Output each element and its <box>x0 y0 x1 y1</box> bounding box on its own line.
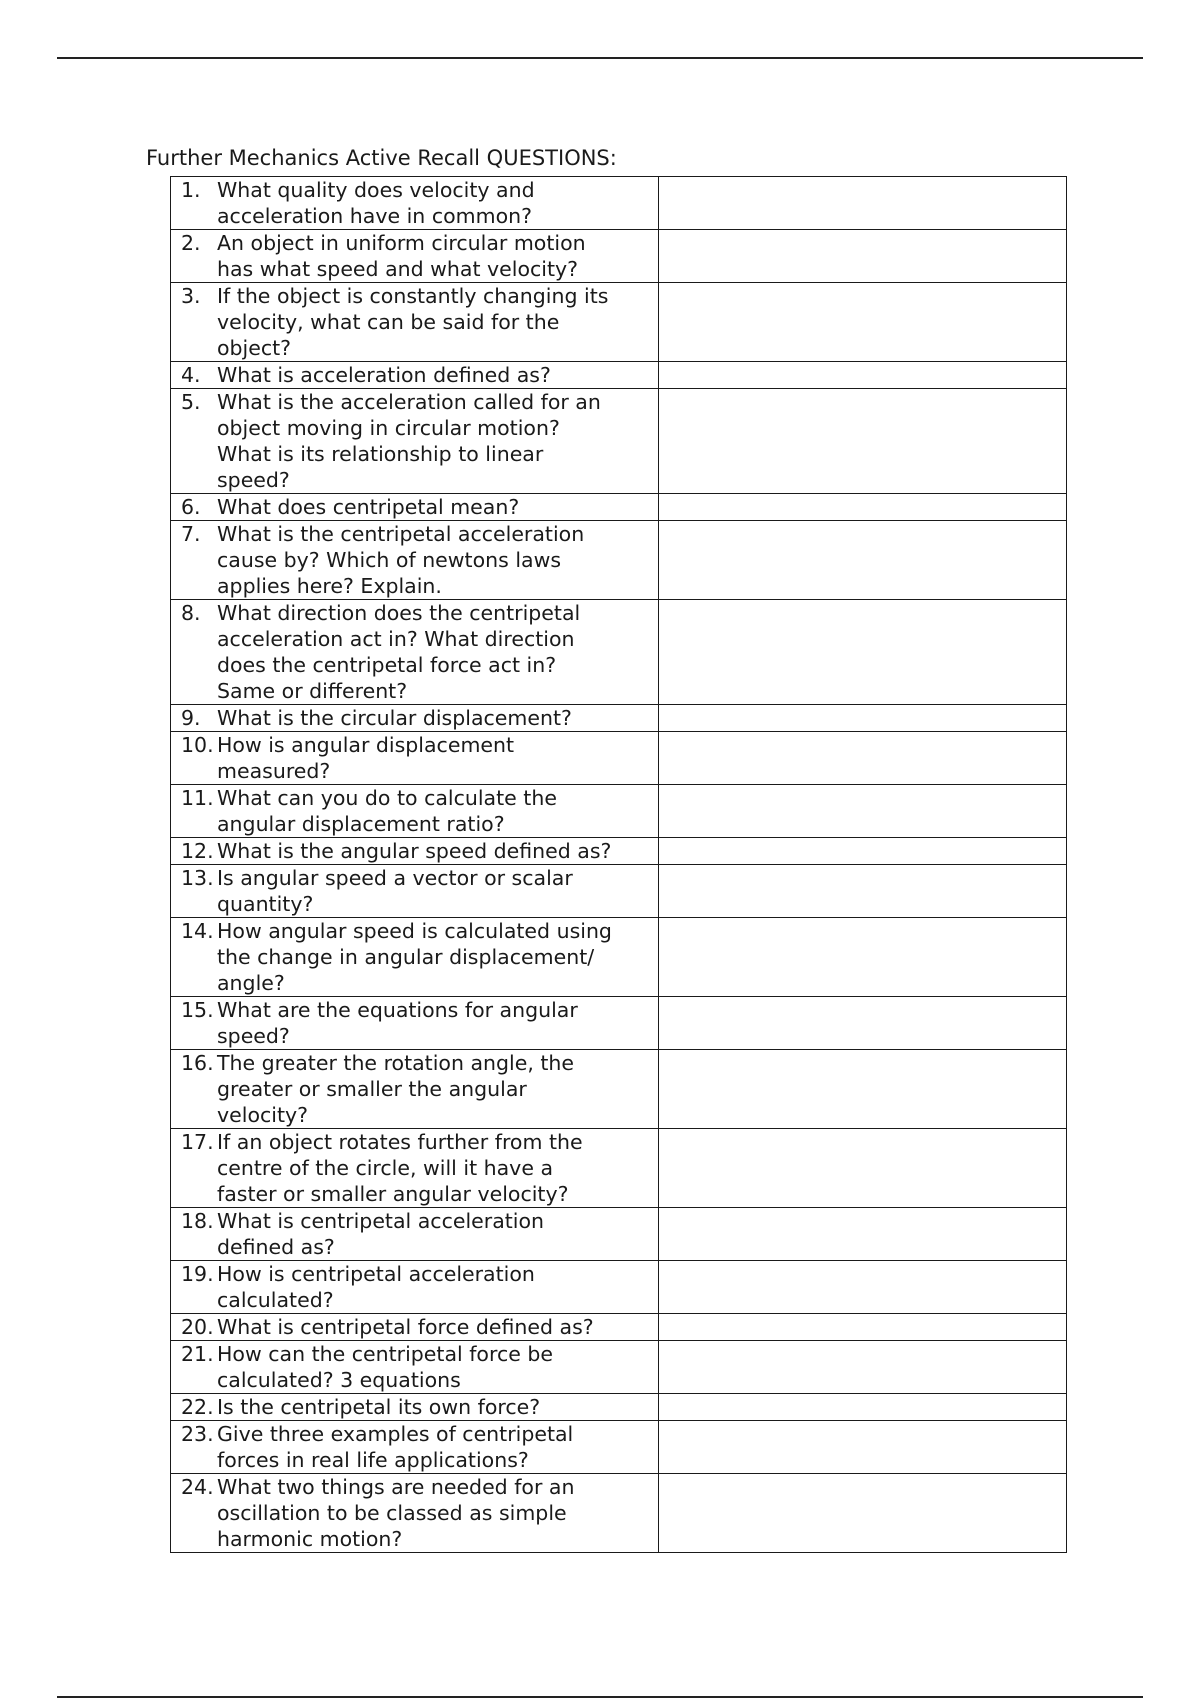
question-text-line: speed? <box>217 1024 290 1048</box>
question-cell <box>171 865 659 918</box>
question-text <box>217 918 658 996</box>
answer-cell[interactable] <box>659 1394 1067 1421</box>
question-number: 16. <box>181 1051 214 1075</box>
question-text-line: angle? <box>217 971 285 995</box>
question-text <box>217 389 658 493</box>
question-text-line: object moving in circular motion? <box>217 416 560 440</box>
question-text-line: How can the centripetal force be <box>217 1342 553 1366</box>
question-text-line: What is the centripetal acceleration <box>217 522 585 546</box>
question-text-line: What are the equations for angular <box>217 998 578 1022</box>
question-number: 22. <box>181 1395 214 1419</box>
question-text-line: An object in uniform circular motion <box>217 231 586 255</box>
question-cell <box>171 230 659 283</box>
header-rule <box>57 57 1143 59</box>
answer-cell[interactable] <box>659 918 1067 997</box>
answer-cell[interactable] <box>659 865 1067 918</box>
answer-cell[interactable] <box>659 283 1067 362</box>
question-number: 6. <box>181 495 201 519</box>
question-text-line: forces in real life applications? <box>217 1448 529 1472</box>
question-text <box>217 1341 658 1393</box>
question-text <box>217 1050 658 1128</box>
question-text <box>217 230 658 282</box>
question-number: 2. <box>181 231 201 255</box>
question-cell <box>171 1341 659 1394</box>
question-number: 3. <box>181 284 201 308</box>
table-row <box>171 732 1067 785</box>
question-text-line: What is its relationship to linear <box>217 442 544 466</box>
question-text <box>217 705 658 731</box>
table-row <box>171 1341 1067 1394</box>
table-row <box>171 1261 1067 1314</box>
question-text-line: What is the acceleration called for an <box>217 390 601 414</box>
question-text-line: oscillation to be classed as simple <box>217 1501 567 1525</box>
question-number: 12. <box>181 839 214 863</box>
question-text-line: Give three examples of centripetal <box>217 1422 574 1446</box>
answer-cell[interactable] <box>659 1261 1067 1314</box>
question-text <box>217 865 658 917</box>
questions-table-body <box>171 177 1067 1553</box>
question-text-line: does the centripetal force act in? <box>217 653 557 677</box>
question-text-line: quantity? <box>217 892 314 916</box>
question-text <box>217 600 658 704</box>
table-row <box>171 521 1067 600</box>
question-text-line: cause by? Which of newtons laws <box>217 548 562 572</box>
question-number: 9. <box>181 706 201 730</box>
question-cell <box>171 1474 659 1553</box>
question-text <box>217 1129 658 1207</box>
questions-table <box>170 176 1067 1553</box>
question-text-line: What is the circular displacement? <box>217 706 572 730</box>
table-row <box>171 177 1067 230</box>
question-text-line: What is centripetal acceleration <box>217 1209 545 1233</box>
answer-cell[interactable] <box>659 1474 1067 1553</box>
question-text <box>217 838 658 864</box>
question-number: 17. <box>181 1130 214 1154</box>
table-row <box>171 1421 1067 1474</box>
table-row <box>171 997 1067 1050</box>
question-text <box>217 494 658 520</box>
footer-rule <box>57 1696 1143 1698</box>
question-text-line: What can you do to calculate the <box>217 786 557 810</box>
question-text <box>217 1394 658 1420</box>
table-row <box>171 1050 1067 1129</box>
answer-cell[interactable] <box>659 230 1067 283</box>
question-text-line: angular displacement ratio? <box>217 812 505 836</box>
question-text-line: has what speed and what velocity? <box>217 257 579 281</box>
table-row <box>171 1314 1067 1341</box>
question-text <box>217 1421 658 1473</box>
answer-cell[interactable] <box>659 997 1067 1050</box>
answer-cell[interactable] <box>659 1421 1067 1474</box>
answer-cell[interactable] <box>659 705 1067 732</box>
answer-cell[interactable] <box>659 600 1067 705</box>
table-row <box>171 1208 1067 1261</box>
question-text-line: Is the centripetal its own force? <box>217 1395 541 1419</box>
answer-cell[interactable] <box>659 785 1067 838</box>
question-cell <box>171 1050 659 1129</box>
question-cell <box>171 521 659 600</box>
answer-cell[interactable] <box>659 389 1067 494</box>
answer-cell[interactable] <box>659 362 1067 389</box>
question-text-line: How angular speed is calculated using <box>217 919 612 943</box>
question-cell <box>171 1129 659 1208</box>
table-row <box>171 1474 1067 1553</box>
question-text-line: centre of the circle, will it have a <box>217 1156 554 1180</box>
question-cell <box>171 1421 659 1474</box>
question-number: 15. <box>181 998 214 1022</box>
answer-cell[interactable] <box>659 1314 1067 1341</box>
question-number: 23. <box>181 1422 214 1446</box>
answer-cell[interactable] <box>659 1341 1067 1394</box>
question-text <box>217 1474 658 1552</box>
answer-cell[interactable] <box>659 1050 1067 1129</box>
question-cell <box>171 732 659 785</box>
question-number: 21. <box>181 1342 214 1366</box>
question-number: 19. <box>181 1262 214 1286</box>
question-text-line: The greater the rotation angle, the <box>217 1051 575 1075</box>
question-cell <box>171 600 659 705</box>
table-row <box>171 1129 1067 1208</box>
question-text-line: faster or smaller angular velocity? <box>217 1182 569 1206</box>
question-number: 5. <box>181 390 201 414</box>
answer-cell[interactable] <box>659 177 1067 230</box>
question-text-line: If an object rotates further from the <box>217 1130 583 1154</box>
question-cell <box>171 705 659 732</box>
table-row <box>171 494 1067 521</box>
question-text <box>217 997 658 1049</box>
table-row <box>171 600 1067 705</box>
question-number: 24. <box>181 1475 214 1499</box>
question-cell <box>171 389 659 494</box>
question-number: 1. <box>181 178 201 202</box>
question-text-line: defined as? <box>217 1235 335 1259</box>
table-row <box>171 1394 1067 1421</box>
question-text-line: What is acceleration defined as? <box>217 363 551 387</box>
question-text <box>217 521 658 599</box>
answer-cell[interactable] <box>659 732 1067 785</box>
table-row <box>171 785 1067 838</box>
question-cell <box>171 997 659 1050</box>
table-row <box>171 362 1067 389</box>
question-cell <box>171 918 659 997</box>
question-text-line: If the object is constantly changing its <box>217 284 609 308</box>
question-text-line: calculated? <box>217 1288 334 1312</box>
question-text-line: the change in angular displacement/ <box>217 945 595 969</box>
question-text-line: acceleration have in common? <box>217 204 532 228</box>
table-row <box>171 865 1067 918</box>
question-number: 10. <box>181 733 214 757</box>
page-title: Further Mechanics Active Recall QUESTIONS: <box>146 146 617 170</box>
question-text-line: What two things are needed for an <box>217 1475 575 1499</box>
question-text-line: object? <box>217 336 292 360</box>
question-text <box>217 362 658 388</box>
question-cell <box>171 838 659 865</box>
question-text-line: How is centripetal acceleration <box>217 1262 535 1286</box>
question-number: 8. <box>181 601 201 625</box>
question-text-line: harmonic motion? <box>217 1527 403 1551</box>
question-text-line: greater or smaller the angular <box>217 1077 527 1101</box>
question-text <box>217 1208 658 1260</box>
question-text <box>217 785 658 837</box>
table-row <box>171 283 1067 362</box>
question-text <box>217 1314 658 1340</box>
question-text-line: What does centripetal mean? <box>217 495 520 519</box>
question-text-line: speed? <box>217 468 290 492</box>
question-text-line: measured? <box>217 759 331 783</box>
question-text-line: What is centripetal force defined as? <box>217 1315 594 1339</box>
question-text-line: acceleration act in? What direction <box>217 627 575 651</box>
question-cell <box>171 1314 659 1341</box>
question-cell <box>171 785 659 838</box>
question-cell <box>171 1261 659 1314</box>
question-number: 4. <box>181 363 201 387</box>
question-cell <box>171 283 659 362</box>
table-row <box>171 389 1067 494</box>
question-text-line: velocity? <box>217 1103 308 1127</box>
answer-cell[interactable] <box>659 521 1067 600</box>
question-text-line: applies here? Explain. <box>217 574 442 598</box>
table-row <box>171 918 1067 997</box>
table-row <box>171 230 1067 283</box>
answer-cell[interactable] <box>659 494 1067 521</box>
question-text-line: What quality does velocity and <box>217 178 535 202</box>
question-cell <box>171 177 659 230</box>
question-text-line: velocity, what can be said for the <box>217 310 560 334</box>
question-number: 20. <box>181 1315 214 1339</box>
question-number: 11. <box>181 786 214 810</box>
question-text-line: What is the angular speed defined as? <box>217 839 612 863</box>
question-text <box>217 732 658 784</box>
question-number: 13. <box>181 866 214 890</box>
question-text-line: calculated? 3 equations <box>217 1368 461 1392</box>
question-text-line: What direction does the centripetal <box>217 601 581 625</box>
question-text <box>217 283 658 361</box>
question-cell <box>171 1208 659 1261</box>
answer-cell[interactable] <box>659 1129 1067 1208</box>
answer-cell[interactable] <box>659 838 1067 865</box>
question-text-line: How is angular displacement <box>217 733 515 757</box>
question-number: 14. <box>181 919 214 943</box>
question-cell <box>171 362 659 389</box>
question-number: 7. <box>181 522 201 546</box>
question-cell <box>171 1394 659 1421</box>
question-cell <box>171 494 659 521</box>
answer-cell[interactable] <box>659 1208 1067 1261</box>
question-text <box>217 1261 658 1313</box>
table-row <box>171 705 1067 732</box>
question-text <box>217 177 658 229</box>
question-text-line: Is angular speed a vector or scalar <box>217 866 573 890</box>
question-text-line: Same or different? <box>217 679 408 703</box>
table-row <box>171 838 1067 865</box>
question-number: 18. <box>181 1209 214 1233</box>
